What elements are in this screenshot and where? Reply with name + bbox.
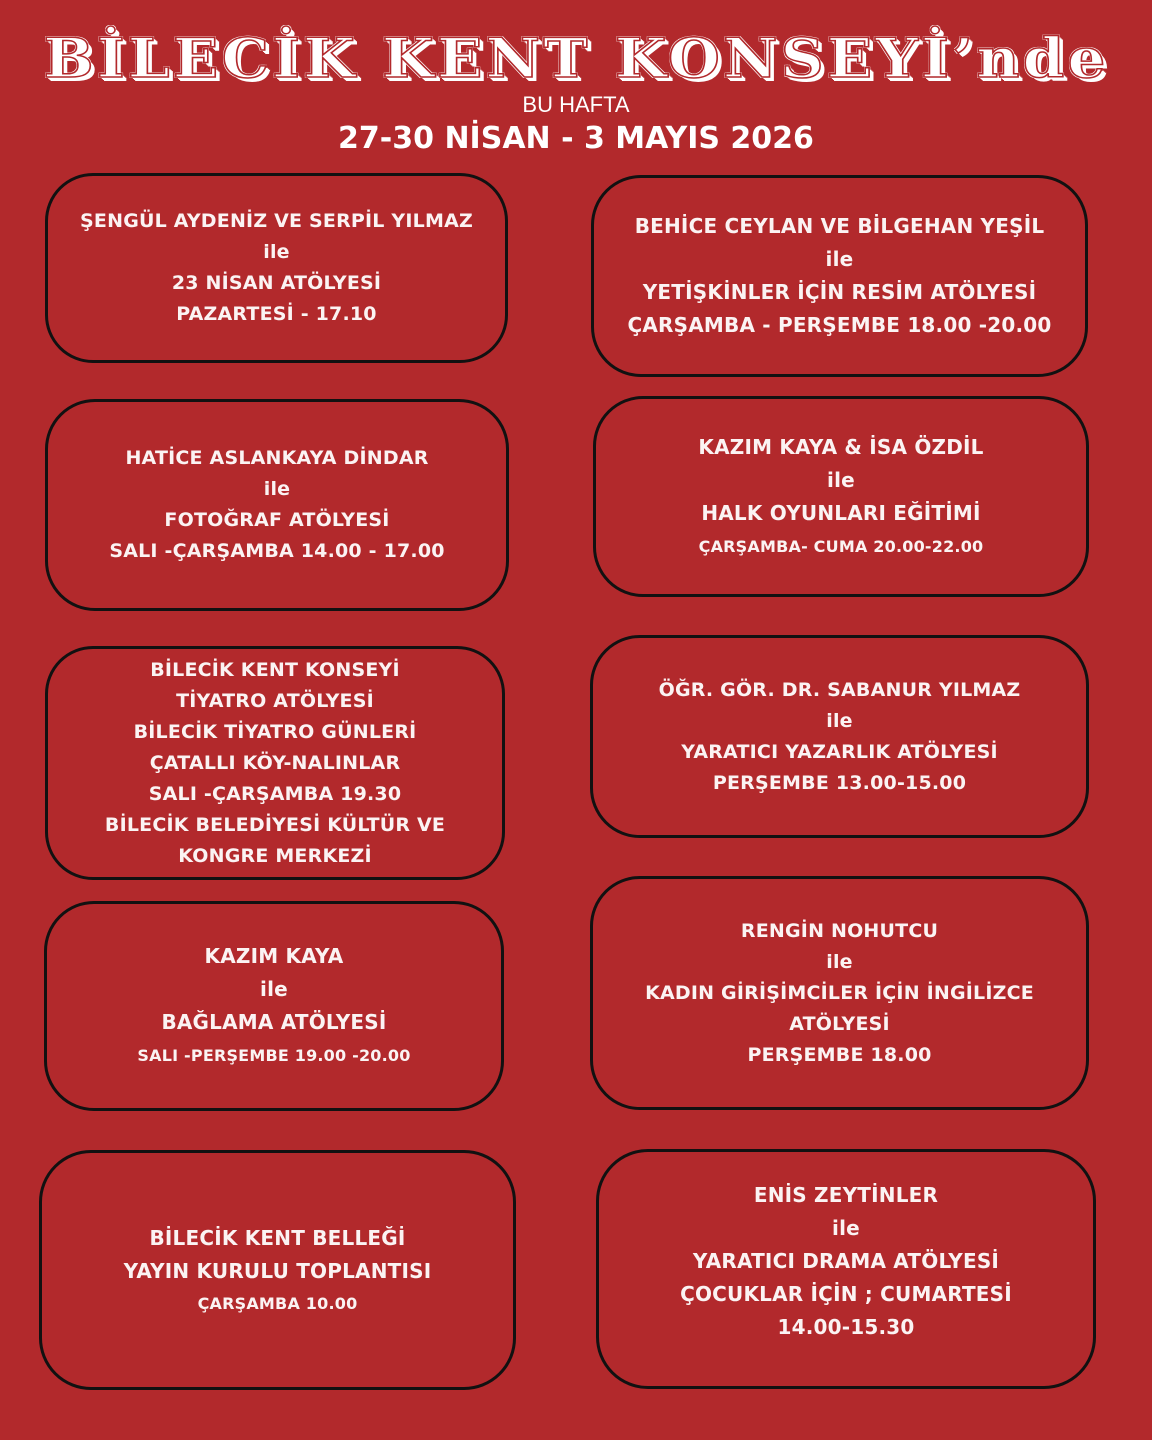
date-range: 27-30 NİSAN - 3 MAYIS 2026 (338, 121, 814, 156)
event-card-rengin-nohutcu (590, 876, 1089, 1110)
event-title: FOTOĞRAF ATÖLYESİ (164, 509, 390, 531)
event-host: RENGİN NOHUTCU (740, 919, 939, 942)
event-schedule: SALI -ÇARŞAMBA 19.30 (148, 782, 402, 805)
event-title: YARATICI YAZARLIK ATÖLYESİ (681, 740, 998, 763)
poster-title: BİLECİK KENT KONSEYİ’nde (43, 26, 1109, 90)
event-title: 23 NİSAN ATÖLYESİ (171, 272, 382, 294)
event-host: KAZIM KAYA (204, 944, 344, 968)
event-audience-day: ÇOCUKLAR İÇİN ; CUMARTESİ (680, 1281, 1012, 1306)
event-connector: ile (263, 241, 290, 263)
event-card-kazim-kaya-isa-ozdil (593, 396, 1089, 597)
event-schedule: PAZARTESİ - 17.10 (176, 303, 377, 325)
event-connector: ile (263, 478, 291, 500)
event-connector: ile (826, 709, 853, 732)
event-schedule: PERŞEMBE 13.00-15.00 (712, 771, 967, 794)
event-title: HALK OYUNLARI EĞİTİMİ (701, 500, 981, 525)
event-subtitle: YAYIN KURULU TOPLANTISI (123, 1258, 432, 1283)
event-card-kent-bellegi (39, 1150, 516, 1390)
event-organizer: BİLECİK KENT KONSEYİ (150, 658, 400, 681)
event-schedule: SALI -ÇARŞAMBA 14.00 - 17.00 (109, 540, 445, 562)
event-card-sabanur-yilmaz (590, 635, 1089, 838)
event-card-kazim-kaya-baglama (44, 901, 504, 1111)
event-schedule: ÇARŞAMBA 10.00 (197, 1293, 358, 1313)
event-host: BEHİCE CEYLAN VE BİLGEHAN YEŞİL (634, 214, 1045, 238)
event-title: TİYATRO ATÖLYESİ (176, 689, 374, 712)
poster-subtitle: BU HAFTA (522, 92, 630, 117)
event-card-sengul-aydeniz (45, 173, 508, 363)
event-venue-cont: KONGRE MERKEZİ (178, 844, 372, 867)
event-card-behice-ceylan (591, 175, 1088, 377)
event-title-cont: ATÖLYESİ (789, 1012, 890, 1035)
event-schedule: 14.00-15.30 (777, 1314, 915, 1339)
event-title: BAĞLAMA ATÖLYESİ (161, 1010, 387, 1034)
event-schedule: ÇARŞAMBA- CUMA 20.00-22.00 (698, 536, 984, 556)
event-card-tiyatro-atolyesi (45, 646, 505, 880)
event-connector: ile (825, 247, 854, 271)
event-connector: ile (826, 950, 853, 973)
event-card-hatice-aslankaya (45, 399, 509, 611)
event-venue: BİLECİK BELEDİYESİ KÜLTÜR VE (104, 813, 446, 836)
event-schedule: PERŞEMBE 18.00 (747, 1043, 932, 1066)
event-title: KADIN GİRİŞİMCİLER İÇİN İNGİLİZCE (645, 981, 1034, 1004)
event-title: YARATICI DRAMA ATÖLYESİ (692, 1248, 1000, 1273)
event-host: HATİCE ASLANKAYA DİNDAR (125, 447, 429, 469)
event-host: KAZIM KAYA & İSA ÖZDİL (698, 434, 984, 459)
event-play: ÇATALLI KÖY-NALINLAR (149, 751, 401, 774)
event-schedule: SALI -PERŞEMBE 19.00 -20.00 (137, 1046, 411, 1065)
event-title: BİLECİK KENT BELLEĞİ (149, 1225, 406, 1250)
event-schedule: ÇARŞAMBA - PERŞEMBE 18.00 -20.00 (627, 313, 1052, 337)
event-connector: ile (260, 977, 288, 1001)
event-host: ŞENGÜL AYDENİZ VE SERPİL YILMAZ (80, 210, 473, 232)
event-card-enis-zeytinler (596, 1149, 1096, 1389)
event-title: YETİŞKİNLER İÇİN RESİM ATÖLYESİ (642, 280, 1037, 304)
event-host: ÖĞR. GÖR. DR. SABANUR YILMAZ (658, 678, 1021, 701)
event-connector: ile (827, 467, 855, 492)
event-connector: ile (832, 1215, 860, 1240)
event-host: ENİS ZEYTİNLER (753, 1182, 939, 1207)
event-festival: BİLECİK TİYATRO GÜNLERİ (133, 720, 417, 743)
